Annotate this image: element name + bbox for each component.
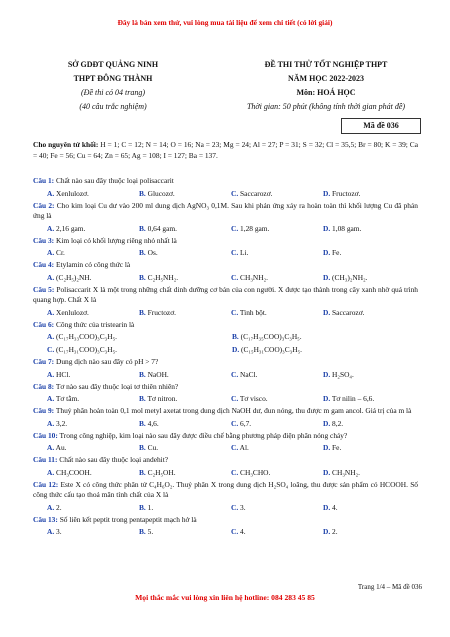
question-text: Polisaccarit X là một trong những chất dinh dưỡng cơ bản của con người. X được tạo thành trong cây xanh nhờ quá trình quang hợp. Chất X là [33,284,418,304]
option-text: Os. [147,248,158,257]
option-letter: B. [139,188,146,198]
answer-option [323,502,415,514]
option-text: Fe. [332,248,342,257]
answer-option [323,272,415,284]
answer-option [139,247,231,259]
option-letter: D. [323,418,331,428]
option-text: Tơ tằm. [55,394,80,403]
option-letter: A. [47,369,55,379]
option-text: 4. [240,527,246,536]
answer-option [139,272,231,284]
answer-option [323,393,415,405]
answer-option [47,393,139,405]
option-text: C₂H₅OH. [147,467,176,477]
option-letter: A. [47,443,55,452]
question [33,176,418,187]
option-letter: C. [231,443,239,452]
option-text: NaCl. [240,369,258,379]
option-letter: C. [231,272,239,282]
option-text: 1,08 gam. [332,223,362,233]
school-year: NĂM HỌC 2022-2023 [288,74,364,83]
option-letter: C. [231,467,239,477]
answer-option [323,467,415,479]
option-letter: B. [139,272,146,282]
option-letter: D. [323,272,331,282]
option-letter: A. [47,527,55,536]
answer-options [33,467,418,479]
option-letter: C. [231,394,239,403]
option-text: 0,64 gam. [147,223,177,233]
answer-options [33,223,418,235]
option-letter: D. [323,502,331,512]
option-text: CH₃COOH. [56,467,92,477]
question-text: Kim loại có khối lượng riêng nhỏ nhất là [54,235,177,245]
question [33,455,418,466]
question-number: Câu 12: [33,479,59,489]
option-text: 8,2. [332,418,344,428]
option-text: CH₃CHO. [240,467,271,477]
atomic-masses-label: Cho nguyên tử khối: [33,140,99,149]
answer-option [139,307,231,319]
answer-option [47,526,139,538]
answer-option [231,188,323,200]
option-letter: C. [231,248,239,257]
option-letter: D. [323,369,331,379]
answer-option [139,467,231,479]
answer-option [47,467,139,479]
option-letter: B. [139,369,146,379]
option-letter: D. [323,223,331,233]
question [33,320,418,331]
option-text: 1. [147,502,154,512]
answer-option [231,418,323,430]
option-letter: B. [139,527,146,536]
answer-options [33,442,418,454]
option-letter: A. [47,248,55,257]
option-text: Xenlulozơ. [56,188,89,198]
option-text: (CH₃)₂NH₂. [332,272,368,282]
question-text: Công thức của tristearin là [54,319,135,329]
option-letter: B. [139,418,146,428]
option-text: Tơ nilin – 6,6. [331,394,375,403]
option-letter: C. [47,345,55,354]
option-text: 6,7. [240,418,252,428]
question-text: Số liên kết peptit trong pentapeptit mạch hở là [57,514,197,524]
answer-option [139,393,231,405]
answer-option [139,442,231,454]
option-letter: D. [323,188,331,198]
answer-option [139,369,231,381]
question [33,260,418,271]
question-text: Thuỷ phân hoàn toàn 0,1 mol metyl axetat trong dung dịch NaOH dư, đun nóng, thu được m gam ancol. Giá trị của m là [54,406,412,415]
question [33,382,418,393]
option-text: Xenlulozơ. [56,307,89,317]
atomic-masses-values: H = 1; C = 12; N = 14; O = 16; Na = 23; Mg = 24; Al = 27; P = 31; S = 32; Cl = 35,5; Br = 80; K = 39; Ca = 40; Fe = 56; Cu = 64; Zn = 65; Ag = 108; I = 127; Ba = 137. [33,140,418,160]
answer-option [47,344,232,356]
question-number: Câu 6: [33,319,55,329]
option-letter: C. [231,307,239,317]
answer-option [47,502,139,514]
option-letter: A. [47,332,55,341]
option-letter: A. [47,502,55,512]
answer-options [33,502,418,514]
answer-option [232,344,417,356]
option-letter: C. [231,502,239,512]
question-number: Câu 8: [33,381,55,391]
answer-options [33,307,418,319]
answer-options [33,393,418,405]
option-letter: D. [323,527,331,536]
question-list [33,176,418,539]
option-text: Saccarozơ. [332,307,365,317]
question-number: Câu 2: [33,200,55,210]
option-text: Tinh bột. [239,307,267,317]
answer-option [231,526,323,538]
question-text: Chất nào sau đây thuộc loại polisaccarit [54,176,174,185]
answer-option [323,526,415,538]
question-text: Dung dịch nào sau đây có pH > 7? [54,357,159,366]
answer-option [231,502,323,514]
option-text: 1,28 gam. [240,223,270,233]
option-text: 3. [56,527,62,536]
option-letter: A. [47,307,55,317]
answer-option [231,393,323,405]
answer-option [47,369,139,381]
answer-options [33,331,418,343]
option-text: (C₁₇H₃₃COO)₃C₃H₅. [56,332,117,341]
option-text: Fructozơ. [147,307,176,317]
question-number: Câu 3: [33,235,55,245]
option-letter: B. [139,443,146,452]
question [33,357,418,368]
option-text: Fe. [332,443,342,452]
answer-option [232,331,417,343]
subject: Môn: HOÁ HỌC [296,88,356,97]
option-letter: C. [231,369,239,379]
answer-option [323,442,415,454]
option-letter: C. [231,418,239,428]
answer-options [33,418,418,430]
option-letter: C. [231,188,239,198]
header-right [216,58,436,114]
option-letter: B. [139,307,146,317]
option-letter: C. [231,527,239,536]
option-text: (C₁₇H₃₅COO)₃C₃H₅. [240,332,302,341]
option-letter: B. [232,332,239,341]
question-text: Cho kim loại Cu dư vào 200 ml dung dịch AgNO₃ 0,1M. Sau khi phản ứng xảy ra hoàn toàn thì khối lượng Cu đã phản ứng là [33,200,418,220]
question [33,431,418,442]
question-number: Câu 5: [33,284,55,294]
answer-options [33,344,418,356]
answer-option [139,188,231,200]
question-number: Câu 10: [33,430,58,440]
option-text: HCl. [56,369,71,379]
answer-option [47,331,232,343]
option-letter: D. [323,248,331,257]
school-name: THPT ĐÔNG THÀNH [73,74,153,83]
answer-option [323,307,415,319]
answer-options [33,526,418,538]
question-text: Trong công nghiệp, kim loại nào sau đây được điều chế bằng phương pháp điện phân nóng chảy? [57,430,348,440]
option-letter: D. [323,394,331,403]
option-letter: D. [323,307,331,317]
option-text: 3,2. [56,418,68,428]
option-text: Tơ nitron. [147,394,178,403]
option-text: (C₁₇H₃₁COO)₃C₃H₅. [56,345,117,354]
option-letter: A. [47,418,55,428]
option-text: H₂SO₄. [332,369,354,379]
option-text: (C₁₅H₃₁COO)₃C₃H₅. [241,345,302,354]
question [33,480,418,501]
answer-option [47,272,139,284]
option-letter: D. [323,443,331,452]
answer-option [139,502,231,514]
answer-option [323,188,415,200]
option-letter: A. [47,467,55,477]
answer-option [323,223,415,235]
option-letter: D. [323,467,331,477]
question [33,285,418,306]
question [33,406,418,417]
exam-title: ĐỀ THI THỬ TỐT NGHIỆP THPT [264,60,388,69]
answer-option [231,272,323,284]
answer-option [231,307,323,319]
option-letter: B. [139,467,146,477]
answer-option [47,223,139,235]
answer-option [47,307,139,319]
answer-options [33,247,418,259]
answer-option [47,188,139,200]
option-text: NaOH. [147,369,169,379]
option-text: Al. [239,443,249,452]
option-text: Li. [240,248,249,257]
option-letter: A. [47,188,55,198]
option-text: 4,6. [147,418,159,428]
option-text: 4. [332,502,338,512]
page-footer: Trang 1/4 – Mã đề 036 [357,583,422,591]
option-text: 3. [240,502,246,512]
answer-option [139,223,231,235]
option-letter: A. [47,223,55,233]
answer-option [47,247,139,259]
option-text: 2,16 gam. [56,223,86,233]
option-letter: B. [139,394,146,403]
atomic-masses [33,139,418,161]
option-letter: A. [47,394,55,403]
answer-options [33,369,418,381]
option-letter: D. [232,345,240,354]
option-text: Cu. [147,443,159,452]
answer-option [231,467,323,479]
question-text: Tơ nào sau đây thuộc loại tơ thiên nhiên? [54,381,179,391]
question-number: Câu 7: [33,357,55,366]
option-text: CH₃NH₂. [240,272,268,282]
question-number: Câu 1: [33,176,55,185]
hotline-banner: Mọi thắc mắc vui lòng xin liên hệ hotline: 084 283 45 85 [135,593,315,602]
answer-option [323,369,415,381]
option-text: Au. [55,443,67,452]
option-text: Glucozơ. [147,188,175,198]
option-text: Saccarozơ. [240,188,273,198]
question-text: Chất nào sau đây thuộc loại andehit? [57,455,169,464]
question-count: (40 câu trắc nghiệm) [79,102,147,111]
option-text: CH₃NH₂. [332,467,360,477]
answer-option [231,247,323,259]
option-text: 2. [332,527,338,536]
time-limit: Thời gian: 50 phút (không tính thời gian phát đề) [246,102,406,111]
question-number: Câu 4: [33,260,55,269]
option-text: 5. [147,527,154,536]
question-text: Etylamin có công thức là [54,260,131,269]
answer-options [33,188,418,200]
answer-option [323,247,415,259]
exam-code-box: Mã đề 036 [341,118,421,134]
option-letter: B. [139,223,146,233]
answer-option [231,223,323,235]
option-letter: C. [231,223,239,233]
answer-option [139,526,231,538]
question-number: Câu 9: [33,406,55,415]
question [33,201,418,222]
question-number: Câu 13: [33,514,58,524]
question-number: Câu 11: [33,455,58,464]
header-left [28,58,198,114]
option-text: (C₂H₅)₂NH. [56,272,92,282]
answer-option [231,442,323,454]
question [33,515,418,526]
answer-option [47,418,139,430]
option-text: Cr. [56,248,65,257]
answer-option [323,418,415,430]
option-letter: A. [47,272,55,282]
option-text: Tơ visco. [239,394,268,403]
option-letter: B. [139,502,146,512]
answer-option [47,442,139,454]
question-text: Este X có công thức phân tử C₄H₆O₂. Thuỷ phân X trong dung dịch H₂SO₄ loãng, thu được sản phẩm có HCOOH. Số công thức cấu tạo thoả mãn tính chất của X là [33,479,418,499]
question [33,236,418,247]
option-text: C₂H₅NH₂. [147,272,179,282]
department-name: SỞ GDĐT QUẢNG NINH [67,60,159,69]
preview-banner: Đây là bản xem thử, vui lòng mua tài liệu để xem chi tiết (có lời giải) [117,18,333,27]
answer-options [33,272,418,284]
option-text: 2. [56,502,62,512]
page-count: (Đề thi có 04 trang) [81,88,145,97]
answer-option [139,418,231,430]
option-text: Fructozơ. [332,188,361,198]
option-letter: B. [139,248,146,257]
answer-option [231,369,323,381]
